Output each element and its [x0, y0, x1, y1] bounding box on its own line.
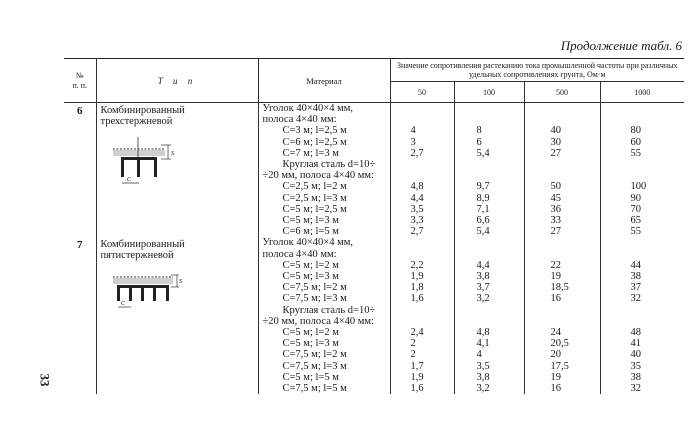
material-line: C=7,5 м; l=5 м: [282, 383, 347, 395]
value: [455, 103, 524, 114]
value: 4,1: [476, 338, 490, 350]
five-rod-electrode-sketch: [111, 269, 197, 319]
value: [525, 316, 600, 327]
material-line: C=5 м; l=3 м: [282, 215, 339, 227]
value: [601, 237, 685, 248]
value: 8,9: [476, 192, 490, 204]
value: 2,7: [410, 147, 424, 159]
values-50: [390, 237, 454, 394]
header-row-number: [64, 59, 96, 103]
table-continuation-caption: Продолжение табл. 6: [560, 38, 682, 53]
value: 3,8: [476, 271, 490, 283]
value: 40: [550, 125, 561, 137]
material-line: C=5 м; l=2 м: [282, 259, 339, 271]
svg-text:C: C: [120, 301, 125, 308]
value: 6: [476, 136, 482, 148]
value: 4: [410, 125, 416, 137]
header-resistivity-500: 500: [524, 82, 600, 103]
value: 5,4: [476, 226, 490, 238]
material-line: ÷20 мм, полоса 4×40 мм:: [262, 170, 374, 182]
value: [391, 159, 454, 170]
value: 20,5: [550, 338, 569, 350]
material-line: C=7 м; l=3 м: [282, 147, 339, 159]
svg-text:C: C: [126, 177, 131, 183]
value: 1,9: [410, 271, 424, 283]
header-resistivity-1000: 1000: [600, 82, 684, 103]
value: 37: [630, 282, 641, 294]
header-values: Значение сопротивления растеканию тока промышленной частоты при различных удельных сопротивлениях грунта, Ом·м: [390, 59, 684, 82]
values-100: [454, 103, 524, 238]
value: 3,2: [476, 383, 490, 395]
value: 38: [630, 371, 641, 383]
values-50: [390, 103, 454, 238]
value: 55: [630, 226, 641, 238]
table-row: [64, 103, 684, 238]
value: 27: [550, 147, 561, 159]
value: [525, 103, 600, 114]
material-line: полоса 4×40 мм:: [262, 248, 337, 260]
value: 8: [476, 125, 482, 137]
value: 32: [630, 293, 641, 305]
value: [391, 114, 454, 125]
type-name: Комбинированный трехстержневой: [100, 105, 185, 127]
value: 3,2: [476, 293, 490, 305]
type-cell: [96, 103, 258, 238]
value: [455, 249, 524, 260]
three-rod-electrode-sketch: [111, 135, 191, 191]
material-line: ÷20 мм, полоса 4×40 мм:: [262, 315, 374, 327]
value: [601, 305, 685, 316]
material-line: C=2,5 м; l=2 м: [282, 181, 347, 193]
value: 3: [410, 136, 416, 148]
header-resistivity-50: 50: [390, 82, 454, 103]
value: [455, 114, 524, 125]
value: [525, 249, 600, 260]
value: [601, 316, 685, 327]
value: 44: [630, 259, 641, 271]
material-line: Уголок 40×40×4 мм,: [262, 103, 354, 114]
value: 9,7: [476, 181, 490, 193]
value: [525, 159, 600, 170]
material-line: C=5 м; l=2 м: [282, 327, 339, 339]
material-line: Круглая сталь d=10÷: [282, 159, 376, 171]
value: 1,6: [410, 383, 424, 395]
value: 1,6: [410, 293, 424, 305]
values-100: [454, 237, 524, 394]
value: [391, 305, 454, 316]
material-line: C=5 м; l=3 м: [282, 338, 339, 350]
values-1000: [600, 103, 684, 238]
value: [391, 237, 454, 248]
value: [391, 249, 454, 260]
value: 17,5: [550, 360, 569, 372]
value: [391, 316, 454, 327]
value: 16: [550, 293, 561, 305]
value: 1,7: [410, 360, 424, 372]
value: 24: [550, 327, 561, 339]
value: [525, 114, 600, 125]
material-line: C=6 м; l=2,5 м: [282, 136, 347, 148]
header-no-label: № п. п.: [72, 70, 88, 90]
material-line: C=7,5 м; l=3 м: [282, 360, 347, 372]
material-line: Круглая сталь d=10÷: [282, 304, 376, 316]
value: 41: [630, 338, 641, 350]
value: 19: [550, 371, 561, 383]
values-500: [524, 103, 600, 238]
values-500: [524, 237, 600, 394]
value: 2: [410, 338, 416, 350]
value: [601, 103, 685, 114]
header-type: Т и п: [96, 59, 258, 103]
value: [391, 103, 454, 114]
material-line: полоса 4×40 мм:: [262, 114, 337, 126]
value: 19: [550, 271, 561, 283]
value: 100: [630, 181, 647, 193]
value: 90: [630, 192, 641, 204]
value: 1,9: [410, 371, 424, 383]
value: 3,7: [476, 282, 490, 294]
value: 5,4: [476, 147, 490, 159]
value: 6,6: [476, 215, 490, 227]
value: 30: [550, 136, 561, 148]
material-line: C=7,5 м; l=3 м: [282, 293, 347, 305]
value: 7,1: [476, 203, 490, 215]
material-cell: [258, 103, 390, 238]
value: 2,4: [410, 327, 424, 339]
value: [525, 170, 600, 181]
value: 4,8: [410, 181, 424, 193]
value: [525, 305, 600, 316]
svg-text:S: S: [170, 151, 174, 157]
type-name: Комбинированный пятистержневой: [100, 239, 185, 262]
value: 16: [550, 383, 561, 395]
value: 2: [410, 349, 416, 361]
value: 3,5: [410, 203, 424, 215]
value: 80: [630, 125, 641, 137]
row-number: 7: [64, 237, 96, 394]
value: 1,8: [410, 282, 424, 294]
value: 4,4: [410, 192, 424, 204]
value: [455, 159, 524, 170]
value: [601, 170, 685, 181]
value: 40: [630, 349, 641, 361]
value: 4,8: [476, 327, 490, 339]
value: 32: [630, 383, 641, 395]
value: 3,5: [476, 360, 490, 372]
material-line: C=3 м; l=2,5 м: [282, 125, 347, 137]
value: 65: [630, 215, 641, 227]
header-resistivity-100: 100: [454, 82, 524, 103]
value: 22: [550, 259, 561, 271]
value: 4: [476, 349, 482, 361]
material-line: C=6 м; l=5 м: [282, 226, 339, 238]
type-cell: [96, 237, 258, 394]
value: 55: [630, 147, 641, 159]
value: 20: [550, 349, 561, 361]
value: [455, 316, 524, 327]
material-line: C=7,5 м; l=2 м: [282, 282, 347, 294]
svg-text:S: S: [178, 279, 182, 286]
value: 36: [550, 203, 561, 215]
material-line: C=5 м; l=2,5 м: [282, 203, 347, 215]
value: 3,3: [410, 215, 424, 227]
value: [601, 249, 685, 260]
value: 2,2: [410, 259, 424, 271]
material-line: C=5 м; l=5 м: [282, 371, 339, 383]
value: [455, 305, 524, 316]
value: 4,4: [476, 259, 490, 271]
value: 18,5: [550, 282, 569, 294]
values-1000: [600, 237, 684, 394]
value: [601, 114, 685, 125]
value: 60: [630, 136, 641, 148]
value: 70: [630, 203, 641, 215]
value: 45: [550, 192, 561, 204]
material-line: C=2,5 м; l=3 м: [282, 192, 347, 204]
value: [391, 170, 454, 181]
material-cell: [258, 237, 390, 394]
row-number: 6: [64, 103, 96, 238]
value: 27: [550, 226, 561, 238]
value: [455, 170, 524, 181]
material-line: C=7,5 м; l=2 м: [282, 349, 347, 361]
material-line: Уголок 40×40×4 мм,: [262, 237, 354, 249]
value: 50: [550, 181, 561, 193]
value: 35: [630, 360, 641, 372]
value: 38: [630, 271, 641, 283]
value: 33: [550, 215, 561, 227]
value: [601, 159, 685, 170]
grounding-resistance-table: [64, 58, 684, 394]
header-material: Материал: [258, 59, 390, 103]
value: 2,7: [410, 226, 424, 238]
value: 48: [630, 327, 641, 339]
value: [455, 237, 524, 248]
material-line: C=5 м; l=3 м: [282, 271, 339, 283]
table-row: [64, 237, 684, 394]
value: 3,8: [476, 371, 490, 383]
value: [525, 237, 600, 248]
page-number: 33: [37, 373, 53, 387]
